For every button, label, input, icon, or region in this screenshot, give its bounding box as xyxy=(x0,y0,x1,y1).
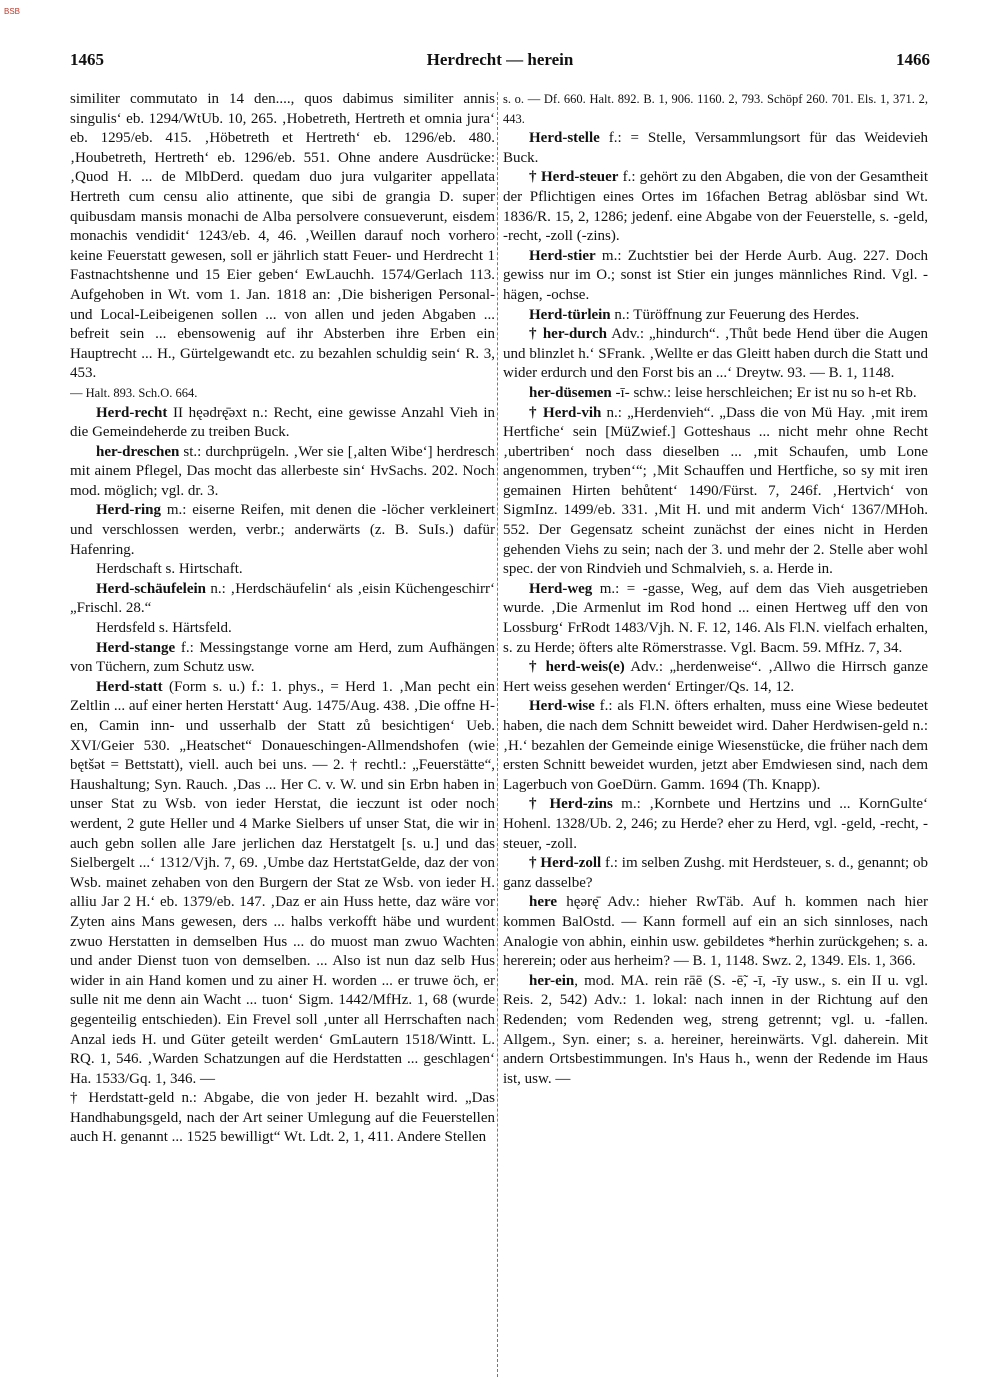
entry-body: f.: Messingstange vorne am Herd, zum Aufhängen von Tüchern, zum Schutz usw. xyxy=(70,639,495,676)
headword: † Herd-vih xyxy=(529,404,602,421)
entry-body: f.: gehört zu den Abgaben, die von der Gesamtheit der Pflichtigen eines Ortes im 16fachen Betrag ablösbar sind Wt. 1836/R. 15, 2, 1286; jedenf. eine Abgabe von der Feuerstelle, s. -geld, -recht, -zoll (-zins). xyxy=(503,169,928,245)
entry-herd-ring xyxy=(70,501,495,560)
entry-herd-zoll xyxy=(503,854,928,893)
library-mark: BSB xyxy=(4,7,21,16)
entry-body: m.: ‚Kornbete und Hertzins und ... KornGulte‘ Hohenl. 1328/Ub. 2, 246; zu Herde? eher zu Herd, vgl. -geld, -recht, -steuer, -zoll. xyxy=(503,796,928,852)
entry-body: f.: als Fl.N. öfters erhalten, muss eine Wiese bedeutet haben, die nach dem Schnitt beweidet wird. Daher Herdwisen-geld n.: ‚H.‘ bezahlen der Gemeinde einige Wiesenstücke, die früher nach dem ersten Schnitt beweidet wurden, jetzt aber Emdwiesen sind, nach dem Lagerbuch von GoeDürn. Gamm. 1694 (Th. Knapp). xyxy=(503,698,928,793)
entry-herd-recht xyxy=(70,404,495,443)
headword: Herd-türlein xyxy=(529,306,611,323)
right-page-number: 1466 xyxy=(896,50,930,69)
headword: Herd-stier xyxy=(529,247,596,264)
entry-herd-vih xyxy=(503,404,928,580)
reference-note: — Halt. 893. Sch.O. 664. xyxy=(70,385,198,400)
entry-body: , mod. MA. rein rāē (S. -ē̃, -ī, -īy usw., s. ein II u. vgl. Reis. 2, 542) Adv.: 1. lokal: nach innen in der Richtung auf den Redenden; vom Redenden weg, streng getrennt; vgl. u. -fallen. Allgem., Syn. einer; s. a. hereiner, hereinwärts. Vgl. daherein. Mit andern Ortsbestimmungen. In's Haus h., wenn der Redende im Haus ist, usw. — xyxy=(503,972,928,1087)
entry-text: similiter commutato in 14 den...., quos dabimus similiter annis singulis‘ eb. 1294/WtUb. 10, 265. ‚Hobetreth, Hertreth et omnia jura‘ eb. 1295/eb. 415. ‚Höbetreth et Hertreth‘ eb. 1296/eb. 480. ‚Houbetreth, Hertreth‘ eb. 1296/eb. 551. Ohne andere Ausdrücke: ‚Quod H. ... de MlbDerd. quedam duo jura vulgariter appellata Hertreth cum censu alio attinente, que sibi de grangia D. super quibusdam mansis monachi de Alba persolvere consueverunt, eisdem monachis vendidit‘ 1243/eb. 4, 46. ‚Weillen darauf noch vorhero keine Feuerstatt gewesen, soll er jährlich statt Feuer- und Herdrecht 1 Fastnachtshenne und 15 Eier geben‘ EwLauchh. 1574/Gerlach 113. Aufgehoben in Wt. vom 1. Jan. 1818 an: ‚Die bisherigen Personal- und Local-Leibeigenen sollen ... von allen und jeden Abgaben ... befreit sein ... ebensowenig auf ihr Absterben ihre Erben ein Hauptrecht ... H., Gürtelgewandt etc. zu bezahlen schuldig sein‘ R. 3, 453. xyxy=(70,91,495,382)
entry-body: II hęədrę̄əxt n.: Recht, eine gewisse Anzahl Vieh in die Gemeindeherde zu treiben Buck. xyxy=(70,404,495,441)
entry-body: -ī- schw.: leise herschleichen; Er ist nu so h-et Rb. xyxy=(611,384,917,401)
headword: Herd-ring xyxy=(96,502,161,519)
headword: here xyxy=(529,894,558,911)
entry-herd-steuer xyxy=(503,168,928,246)
entry-herd-stange xyxy=(70,639,495,678)
headword: † her-durch xyxy=(529,326,608,343)
headword: Herd-weg xyxy=(529,580,593,597)
entry-body: st.: durchprügeln. ‚Wer sie [‚alten Wibe‘] herdresch mit ainem Pflegel, Das mocht das allerbeste sin‘ HvSachs. 202. Noch mod. möglich; vgl. dr. 3. xyxy=(70,443,495,499)
headword: Herd-schäufelein xyxy=(96,580,206,597)
column-divider xyxy=(497,92,498,1377)
headword: † herd-weis(e) xyxy=(529,659,625,676)
entry-here xyxy=(503,893,928,971)
headword: Herd-statt xyxy=(96,678,163,695)
entry-herd-weise xyxy=(503,658,928,697)
page-header xyxy=(70,50,930,72)
entry-herdstatt-geld: † Herdstatt-geld n.: Abgabe, die von jeder H. bezahlt wird. „Das Handhabungsgeld, nach der Art seiner Umlegung auf die Feuerstellen auch H. genannt ... 1525 bewilligt“ Wt. Ldt. 2, 1, 411. Andere Stellen xyxy=(70,1090,495,1146)
entry-herd-stier xyxy=(503,247,928,306)
entry-herd-statt xyxy=(70,678,495,1089)
entry-herd-weg xyxy=(503,580,928,658)
headword: her-düsemen xyxy=(529,384,612,401)
left-column xyxy=(70,90,495,1380)
running-title: Herdrecht — herein xyxy=(426,50,574,69)
headword: Herd-wise xyxy=(529,698,595,715)
headword: † Herd-zoll xyxy=(529,855,602,872)
headword: † Herd-zins xyxy=(529,796,613,813)
entry-body: n.: Türöffnung zur Feuerung des Herdes. xyxy=(610,306,860,323)
headword: † Herd-steuer xyxy=(529,169,619,186)
entry-her-durch xyxy=(503,325,928,384)
left-page-number: 1465 xyxy=(70,50,104,69)
entry-body: n.: „Herdenvieh“. „Dass die von Mü Hay. ‚mit irem Hertfiche‘ sein [MüZwief.] Gotteshaus ... nicht mehr ohne Recht ‚ubertriben‘ noch dass dieselben ... ‚mit Schaufen, umb Lone angenommen, tryben‘“; ‚Mit Schauffen und Hertfiche, so sy mit iren gemainen Hirten behůtent‘ 1490/Fürst. 7, 246f. ‚Hertvich‘ von SigmInz. 1499/eb. 331. ‚Mit H. und mit anderm Vich‘ 1367/MHoh. 552. Der Gegensatz scheint zunächst der eines nicht in Herden gehenden Viehs zu sein; nach der 3. und mehr der 2. Stelle aber wohl spec. der von Rindvieh und Schmalvieh, s. a. Herde in. xyxy=(503,404,928,578)
entry-her-ein xyxy=(503,972,928,1090)
right-column xyxy=(503,90,928,1380)
headword: Herd-stelle xyxy=(529,130,600,147)
entry-body: m.: eiserne Reifen, mit denen die -löcher verkleinert und verschlossen werden, verbr.; anderwärts (z. B. SuIs.) dafür Hafenring. xyxy=(70,502,495,558)
entry-body: f.: im selben Zushg. mit Herdsteuer, s. d., genannt; ob ganz dasselbe? xyxy=(503,855,928,891)
entry-herd-wise xyxy=(503,697,928,795)
entry-herd-zins xyxy=(503,795,928,854)
entry-herdsfeld: Herdsfeld s. Härtsfeld. xyxy=(96,620,232,637)
entry-herd-stelle xyxy=(503,129,928,168)
entry-body: (Form s. u.) f.: 1. phys., = Herd 1. ‚Man pecht ein Zeltlin ... auf einer herten Herstatt‘ Aug. 1475/Aug. 438. ‚Die offne H-en, Camin inn- und usserhalb der Statt zů besichtigen‘ Ueb. XVI/Geier 530. „Heatschet“ Donaueschingen-Allmendshofen (wie bętšət = Bettstatt), viell. auch bei uns. — 2. † rechtl.: „Feuerstätte“, Haushaltung; Syn. Rauch. ‚Das ... Her C. v. W. und sin Erbn haben in unser Stat zu Wsb. von ieder Herstat, die ieczunt ist oder noch werdent, 2 gute Heller und 4 Marke Sielbers uf unser Stat, die wir in auch gebn sollen alle Jare jerlichen daz Herstatgelt [s. u.] und das Sielbergelt ...‘ 1312/Vjh. 7, 69. ‚Umbe daz HertstatGelde, daz der von Wsb. mainet zehaben von den Burgern der Stat ze Wsb. von ieder H. alliu Jar 2 H.‘ eb. 1379/eb. 147. ‚Daz er ain Huss hette, daz wäre vor Zyten ains Mans gewesen, ders ... halbs verkofft häbe und wurdent zwuo Herstatten in demselben Hus ... do muost man zwuo Wachten und ander Dienst tuon von demselben. ... Also ist nun daz selb Hus wider in ain Hand komen und zu ainer H. worden ... er truwe öch, er sulle nit me denn ain Wacht ... tuon‘ Sigm. 1442/MfHz. 1, 68 (wurde gegenteilig entschieden). Ein Frevel soll ‚unter all Herrschaften nach Anzal ieds H. und Güter geteilt werden‘ GmLautern 1518/Wintt. L. RQ. 1, 546. ‚Warden Schatzungen auf die Herdstatten ... geschlagen‘ Ha. 1533/Gq. 1, 346. — xyxy=(70,678,495,1087)
entry-body: n.: ‚Herdschäufelin‘ als ‚eisin Küchengeschirr‘ „Frischl. 28.“ xyxy=(70,580,495,617)
headword: Herd-stange xyxy=(96,639,176,656)
entry-her-duesemen xyxy=(503,384,928,404)
headword: Herd-recht xyxy=(96,404,168,421)
entry-body: hęərę̄ Adv.: hieher RwTäb. Auf h. kommen nach hier kommen BalOstd. — Kann formell auf ein an sich sinnloses, nach Analogie von abhin, einhin usw. gebildetes *herhin zurückgehen; s. a. hererein; oder aus herheim? — B. 1, 1148. Swz. 2, 1349. Els. 1, 366. xyxy=(503,894,928,970)
entry-herd-schaeufelein xyxy=(70,580,495,619)
entry-herd-tuerlein xyxy=(503,306,928,326)
headword: her-dreschen xyxy=(96,443,180,460)
reference-note: s. o. — Df. 660. Halt. 892. B. 1, 906. 1160. 2, 793. Schöpf 260. 701. Els. 1, 371. 2, 443. xyxy=(503,92,928,126)
entry-body: m.: = -gasse, Weg, auf dem das Vieh ausgetrieben wurde. ‚Die Armenlut im Rod hond ... einen Hertweg uff den von Lossburg‘ FrRodt 1483/Vjh. N. F. 12, 146. Als Fl.N. vielfach erhalten, s. zu Herde; öfters alte Römerstrasse. Vgl. Bacm. 59. MfHz. 7, 34. xyxy=(503,580,928,656)
entry-body: Adv.: „hindurch“. ‚Thůt bede Hend über die Augen und blinzlet h.‘ SFrank. ‚Wellte er das Gleitt haben durch die Statt und wider erdurch und den Forst bis an ...‘ Dreytw. 93. — B. 1, 1148. xyxy=(503,326,928,382)
entry-body: Adv.: „herdenweise“. ‚Allwo die Hirrsch ganze Hert weiss gesehen werden‘ Ertinger/Qs. 14, 12. xyxy=(503,659,928,695)
entry-body: f.: = Stelle, Versammlungsort für das Weidevieh Buck. xyxy=(503,130,928,166)
headword: her-ein xyxy=(529,972,575,989)
entry-her-dreschen xyxy=(70,443,495,502)
entry-body: m.: Zuchtstier bei der Herde Aurb. Aug. 227. Doch gewiss nur im O.; sonst ist Stier ein junges männliches Rind. Vgl. -hägen, -ochse. xyxy=(503,247,928,303)
entry-herdschaft: Herdschaft s. Hirtschaft. xyxy=(96,561,243,578)
